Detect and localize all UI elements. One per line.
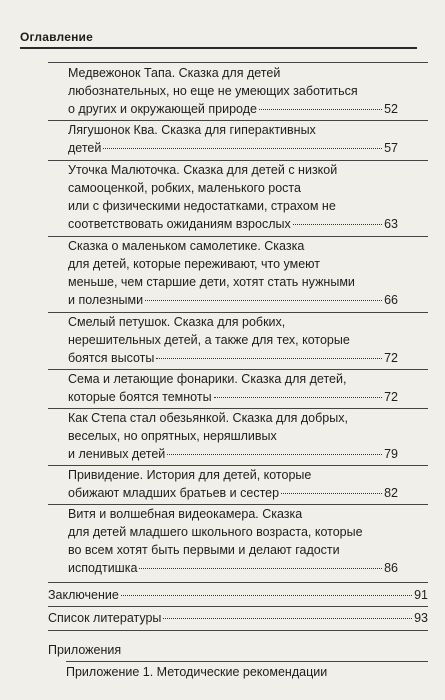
page-number: 82 [384, 486, 398, 500]
page-number: 79 [384, 447, 398, 461]
entry-line: самооценкой, робких, маленького роста [68, 181, 301, 195]
running-header: Оглавление [20, 30, 93, 44]
bibliography-label: Список литературы [48, 611, 162, 625]
toc-entry[interactable] [68, 313, 398, 367]
toc-divider-top [48, 62, 428, 63]
leader-dots [293, 224, 382, 225]
toc-divider [66, 661, 428, 662]
toc-divider [48, 582, 428, 583]
entry-line: Приложение 1. Методические рекомендации [66, 665, 328, 679]
toc-entry[interactable] [68, 409, 398, 463]
entry-line: исподтишка [68, 561, 138, 575]
toc-divider [48, 606, 428, 607]
page-number: 57 [384, 141, 398, 155]
toc-entry[interactable] [68, 237, 398, 309]
leader-dots [139, 568, 382, 569]
toc-divider [48, 630, 428, 631]
toc-entry[interactable] [68, 505, 398, 577]
entry-line: любознательных, но еще не умеющих заботиться [68, 84, 358, 98]
page-number: 66 [384, 293, 398, 307]
conclusion-label: Заключение [48, 588, 119, 602]
entry-line: обижают младших братьев и сестер [68, 486, 280, 500]
page-number: 72 [384, 351, 398, 365]
entry-line: меньше, чем старшие дети, хотят стать нужными [68, 275, 355, 289]
leader-dots [145, 300, 382, 301]
entry-line: веселых, но опрятных, неряшливых [68, 429, 277, 443]
toc-entry[interactable] [68, 466, 398, 502]
page-number: 72 [384, 390, 398, 404]
leader-dots [163, 618, 412, 619]
entry-line: для детей, которые переживают, что умеют [68, 257, 320, 271]
entry-line: и полезными [68, 293, 144, 307]
entry-line: Смелый петушок. Сказка для робких, [68, 315, 286, 329]
leader-dots [121, 595, 412, 596]
page-number: 93 [414, 611, 428, 625]
toc-entry[interactable] [68, 161, 398, 233]
entry-line: Сема и летающие фонарики. Сказка для детей, [68, 372, 347, 386]
toc-entry[interactable] [68, 370, 398, 406]
page-number: 52 [384, 102, 398, 116]
leader-dots [214, 397, 383, 398]
leader-dots [167, 454, 382, 455]
toc-appendix[interactable] [66, 663, 430, 681]
entry-line: Привидение. История для детей, которые [68, 468, 312, 482]
entry-line: Витя и волшебная видеокамера. Сказка [68, 507, 303, 521]
entry-line: для детей младшего школьного возраста, которые [68, 525, 363, 539]
entry-line: о других и окружающей природе [68, 102, 257, 116]
toc-bibliography[interactable] [48, 609, 428, 627]
page-number: 86 [384, 561, 398, 575]
toc-entry[interactable] [68, 64, 398, 118]
entry-line: Сказка о маленьком самолетике. Сказка [68, 239, 305, 253]
entry-line: Как Степа стал обезьянкой. Сказка для добрых, [68, 411, 348, 425]
entry-line: Уточка Малюточка. Сказка для детей с низкой [68, 163, 338, 177]
entry-line: детей [68, 141, 102, 155]
entry-line: соответствовать ожиданиям взрослых [68, 217, 291, 231]
leader-dots [103, 148, 382, 149]
entry-line: которые боятся темноты [68, 390, 212, 404]
toc-conclusion[interactable] [48, 586, 428, 604]
entry-line: боятся высоты [68, 351, 155, 365]
entry-line: или с физическими недостатками, страхом не [68, 199, 336, 213]
entry-line: и ленивых детей [68, 447, 166, 461]
entry-line: нерешительных детей, а также для тех, которые [68, 333, 350, 347]
entry-line: Медвежонок Тапа. Сказка для детей [68, 66, 281, 80]
entry-line: во всем хотят быть первыми и делают гадости [68, 543, 340, 557]
toc-entry[interactable] [68, 121, 398, 157]
entry-line: Лягушонок Ква. Сказка для гиперактивных [68, 123, 316, 137]
appendices-heading: Приложения [48, 643, 122, 657]
header-rule [20, 47, 417, 49]
page-number: 63 [384, 217, 398, 231]
leader-dots [259, 109, 382, 110]
page-number: 91 [414, 588, 428, 602]
leader-dots [156, 358, 382, 359]
leader-dots [281, 493, 382, 494]
